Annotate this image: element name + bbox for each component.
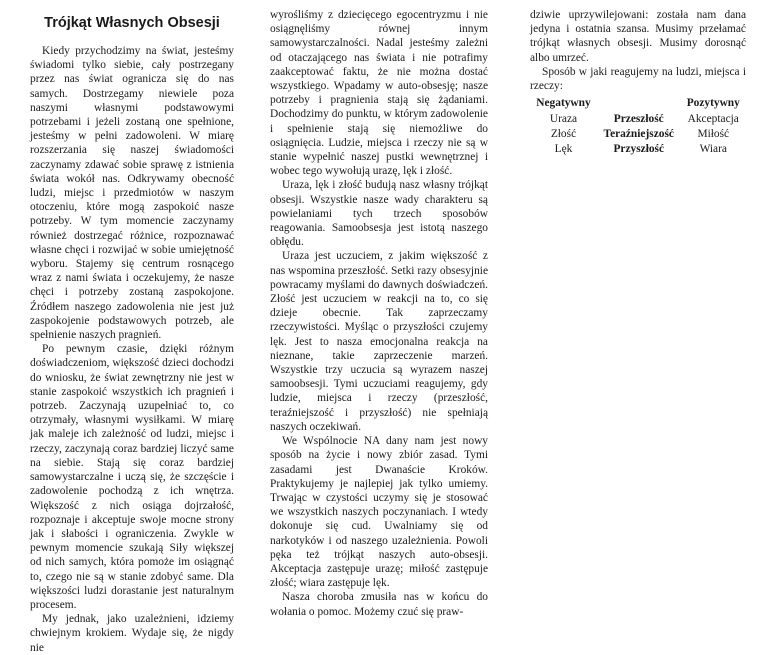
column-3 bbox=[530, 8, 746, 157]
column-1 bbox=[30, 8, 234, 655]
cell-time: Teraźniejszość bbox=[603, 128, 674, 141]
paragraph: wyrośliśmy z dziecięcego egocentryzmu i nie osiągnęliśmy równej innym samowystarczalności. Nadal jesteśmy zależni od otaczającego nas świata i nie potrafimy zaakceptować faktu, że nie można dostać wszystkiego. Wpadamy w auto-obsesję; nasze potrzeby i pragnienia stają się żądaniami. Dochodzimy do punktu, w którym zadowolenie i spełnienie stają się niemożliwe do osiągnięcia. Ludzie, miejsca i rzeczy nie są w stanie wypełnić naszej pustki wewnętrznej i wobec tego wywołują urazę, lęk i złość. bbox=[270, 9, 488, 178]
cell-negative: Złość bbox=[550, 128, 577, 141]
paragraph: Kiedy przychodzimy na świat, jesteśmy świadomi tylko siebie, cały postrzegany przez nas świat ogranicza się do nas samych. Dostrzegamy niewiele poza naszymi własnymi podstawowymi potrzebami i jeżeli zostaną one spełnione, jesteśmy w pełni zadowoleni. W miarę rozszerzania się naszej świadomości zaczynamy zdawać sobie sprawę z istnienia świata wokół nas. Odkrywamy obecność ludzi, miejsc i przedmiotów w naszym otoczeniu, które mogą zaspokoić nasze potrzeby. W tym momencie zaczynamy również dostrzegać różnice, rozpoznawać własne chęci i rozwijać w sobie umiejętność wyboru. Stajemy się centrum rosnącego wraz z nami świata i oczekujemy, że nasze chęci i potrzeby zostaną zaspokojone. Źródłem naszego zadowolenia nie jest już zaspokojenie podstawowych potrzeb, ale spełnienie naszych pragnień. bbox=[30, 45, 234, 342]
reactions-table bbox=[530, 95, 746, 157]
cell-positive: Akceptacja bbox=[687, 113, 739, 126]
paragraph: Nasza choroba zmusiła nas w końcu do wołania o pomoc. Możemy czuć się praw- bbox=[270, 591, 488, 618]
cell-negative: Uraza bbox=[549, 113, 578, 126]
article-title: Trójkąt Własnych Obsesji bbox=[44, 15, 220, 31]
cell-positive: Wiara bbox=[699, 143, 727, 156]
paragraph: Uraza, lęk i złość budują nasz własny trójkąt obsesji. Wszystkie nasze wady charakteru są powielaniami tych trzech sposobów reagowania. Samoobsesja jest istotą naszego obłędu. bbox=[270, 179, 488, 249]
cell-negative: Lęk bbox=[554, 143, 573, 156]
paragraph: My jednak, jako uzależnieni, idziemy chwiejnym krokiem. Wydaje się, że nigdy nie bbox=[30, 613, 234, 654]
cell-positive: Miłość bbox=[697, 128, 730, 141]
header-positive: Pozytywny bbox=[686, 97, 740, 110]
cell-time: Przeszłość bbox=[613, 113, 664, 126]
header-negative: Negatywny bbox=[536, 97, 591, 110]
paragraph: We Wspólnocie NA dany nam jest nowy sposób na życie i nowy zbiór zasad. Tymi zasadami jest Dwanaście Kroków. Praktykujemy je najlepiej jak tylko umiemy. Trwając w czystości uczymy się je stosować we wszystkich naszych poczynaniach. I wtedy dokonuje się cud. Uwalniamy się od narkotyków i od naszego uzależnienia. Powoli pęka też trójkąt naszych auto-obsesji. Akceptacja zastępuje urazę; miłość zastępuje złość; wiara zastępuje lęk. bbox=[270, 435, 488, 590]
table-row bbox=[530, 127, 746, 142]
paragraph: dziwie uprzywilejowani: została nam dana jedyna i ostatnia szansa. Musimy przełamać trójkąt własnych obsesji. Musimy dorosnąć albo umrzeć. bbox=[530, 9, 746, 64]
table-row bbox=[530, 112, 746, 127]
header-spacer bbox=[597, 95, 681, 112]
paragraph: Po pewnym czasie, dzięki różnym doświadczeniom, większość dzieci dochodzi do wniosku, że świat zewnętrzny nie jest w stanie zaspokoić wszystkich ich pragnień i potrzeb. Zaczynają uzupełniać to, co otrzymały, własnymi wysiłkami. W miarę jak maleje ich zależność od ludzi, miejsc i rzeczy, zaczynają coraz bardziej liczyć same na siebie. Stają się coraz bardziej samowystarczalne i uczą się, że szczęście i zadowolenie pochodzą z ich wnętrza. Większość z nich osiąga dojrzałość, rozpoznaje i akceptuje swoje mocne strony jak i słabości i ograniczenia. Zwykle w pewnym momencie szukają Siły większej od nich samych, która pomoże im osiągnąć to, czego nie są w stanie zdobyć same. Dla większości ludzi dorastanie jest naturalnym procesem. bbox=[30, 343, 234, 611]
cell-time: Przyszłość bbox=[613, 143, 665, 156]
table-header-row bbox=[530, 95, 746, 112]
paragraph: Sposób w jaki reagujemy na ludzi, miejsca i rzeczy: bbox=[530, 65, 746, 93]
column-2 bbox=[270, 8, 488, 619]
table-row bbox=[530, 142, 746, 157]
paragraph: Uraza jest uczuciem, z jakim większość z nas wspomina przeszłość. Setki razy obsesyjnie powracamy myślami do dawnych doświadczeń. Złość jest uczuciem w reakcji na to, co się dzieje obecnie. Tak zaprzeczamy rzeczywistości. Myśląc o przyszłości czujemy lęk. Jest to nasza emocjonalna reakcja na nieznane, takie zaprzeczenie marzeń. Wszystkie trzy uczucia są wyrazem naszej samoobsesji. Tymi uczuciami reagujemy, gdy ludzie, miejsca i rzeczy (przeszłość, teraźniejszość i przyszłość) nie spełniają naszych oczekiwań. bbox=[270, 250, 488, 433]
